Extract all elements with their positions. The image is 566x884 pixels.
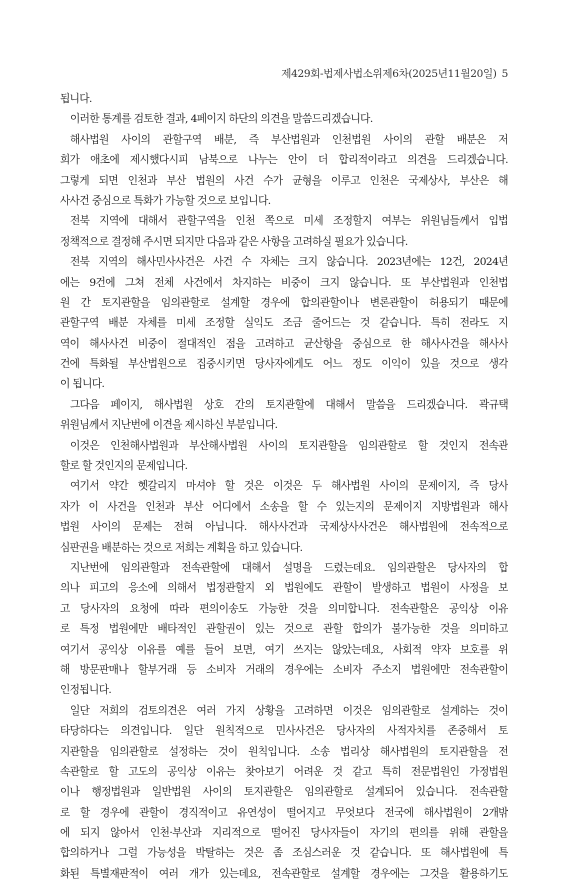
text-line: 타당하다는 의견입니다. 일단 원칙적으로 민사사건은 당사자의 사적자치를 존중해서 토 xyxy=(60,725,508,738)
text-line: 원 간 토지관할을 임의관할로 설계할 경우에 합의관할이나 변론관할이 허용되기 때문에 xyxy=(60,296,508,309)
text-line: 됩니다. xyxy=(60,93,92,105)
text-line: 건에 특화될 부산법원으로 집중시키면 당사자에게도 어느 정도 이익이 있을 것으로 생각 xyxy=(60,358,508,371)
text-line: 위원님께서 지난번에 이견을 제시하신 부분입니다. xyxy=(60,419,278,432)
page-number: 5 xyxy=(501,68,508,80)
header-session-info: 제429회-법제사법소위제6차(2025년11월20일) xyxy=(281,68,497,80)
text-line: 속관할로 할 고도의 공익상 이유는 찾아보기 어려운 것 같고 특히 전문법원인 가정법원 xyxy=(60,765,508,778)
text-line: 이것은 인천해사법원과 부산해사법원 사이의 토지관할을 임의관할로 할 것인지 전속관 xyxy=(70,439,508,452)
text-line: 전북 지역에 대해서 관할구역을 인천 쪽으로 미세 조정할지 여부는 위원님들께서 입법 xyxy=(70,215,508,228)
text-line: 지난번에 임의관할과 전속관할에 대해서 설명을 드렸는데요. 임의관할은 당사자의 합 xyxy=(70,561,508,574)
text-line: 전북 지역의 해사민사사건은 사건 수 자체는 크지 않습니다. 2023년에는 12건, 2024년 xyxy=(70,256,508,269)
text-line: 그렇게 되면 인천과 부산 법원의 사건 수가 균형을 이루고 인천은 국제상사, 부산은 해 xyxy=(60,174,508,187)
text-line: 로 특정 법원에만 배타적인 관할권이 있는 것으로 관할 합의가 불가능한 것을 의미하고 xyxy=(60,623,508,636)
text-line: 법원 사이의 문제는 전혀 아닙니다. 해사사건과 국제상사사건은 해사법원에 전속적으로 xyxy=(60,521,508,534)
text-line: 에는 9건에 그쳐 전체 사건에서 차지하는 비중이 크지 않습니다. 또 부산법원과 인천법 xyxy=(60,276,508,289)
text-line: 로 할 경우에 관할이 경직적이고 유연성이 떨어지고 무엇보다 전국에 해사법원이 2개밖 xyxy=(60,806,508,819)
text-line: 여기서 공익상 이유를 예를 들어 보면, 여기 쓰지는 않았는데요, 사회적 약자 보호를 위 xyxy=(60,643,508,656)
text-line: 이러한 통계를 검토한 결과, 4페이지 하단의 의견을 말씀드리겠습니다. xyxy=(70,113,373,126)
text-line: 화된 특별재판적이 여러 개가 있는데요, 전속관할로 설계할 경우에는 그것을 활용하기도 xyxy=(60,867,508,880)
text-line: 이나 행정법원과 일반법원 사이의 토지관할은 임의관할로 설계되어 있습니다. 전속관할 xyxy=(60,786,508,799)
text-line: 합의하거나 그럴 가능성을 박탈하는 것은 좀 조심스러운 것 같습니다. 또 해사법원에 특 xyxy=(60,847,508,860)
text-line: 정책적으로 결정해 주시면 되지만 다음과 같은 사항을 고려하실 필요가 있습니다. xyxy=(60,235,408,248)
page-header xyxy=(281,66,508,81)
text-line: 고 당사자의 요청에 따라 편의이송도 가능한 것을 의미합니다. 전속관할은 공익상 이유 xyxy=(60,602,508,615)
text-line: 지관할을 임의관할로 설정하는 것이 원칙입니다. 소송 법리상 해사법원의 토지관할을 전 xyxy=(60,745,508,758)
text-line: 에 되지 않아서 인천·부산과 지리적으로 떨어진 당사자들이 자기의 편의를 위해 관할을 xyxy=(60,827,508,840)
text-line: 관할구역 배분 자체를 미세 조정할 실익도 조금 줄어드는 것 같습니다. 특히 전라도 지 xyxy=(60,317,508,330)
text-line: 그다음 페이지, 해사법원 상호 간의 토지관할에 대해서 말씀을 드리겠습니다. 곽규택 xyxy=(70,398,508,411)
text-line: 인정됩니다. xyxy=(60,684,112,697)
document-body xyxy=(60,89,508,884)
text-line: 해사법원 사이의 관할구역 배분, 즉 부산법원과 인천법원 사이의 관할 배분은 저 xyxy=(70,133,508,146)
text-line: 자가 이 사건을 인천과 부산 어디에서 소송을 할 수 있는지의 문제이지 지방법원과 해사 xyxy=(60,500,508,513)
text-line: 일단 저희의 검토의견은 여러 가지 상황을 고려하면 이것은 임의관할로 설계하는 것이 xyxy=(70,704,508,717)
text-line: 의나 피고의 응소에 의해서 법정관할지 외 법원에도 관할이 발생하고 법원이 사정을 보 xyxy=(60,582,508,595)
text-line: 여기서 약간 헷갈리지 마셔야 할 것은 이것은 두 해사법원 사이의 문제이지, 즉 당사 xyxy=(70,480,508,493)
text-line: 역이 해사사건 비중이 절대적인 점을 고려하고 균산항을 중심으로 한 해사사건을 해사사 xyxy=(60,337,508,350)
text-line: 해 방문판매나 할부거래 등 소비자 거래의 경우에는 소비자 주소지 법원에만 전속관할이 xyxy=(60,663,508,676)
text-line: 사사건 중심으로 특화가 가능할 것으로 보입니다. xyxy=(60,194,271,207)
text-line: 이 됩니다. xyxy=(60,378,105,391)
text-line: 희가 애초에 제시했다시피 남북으로 나누는 안이 더 합리적이라고 의견을 드리겠습니다. xyxy=(60,154,508,167)
text-line: 할로 할 것인지의 문제입니다. xyxy=(60,460,188,473)
text-line: 심판권을 배분하는 것으로 저희는 계획을 하고 있습니다. xyxy=(60,541,303,554)
